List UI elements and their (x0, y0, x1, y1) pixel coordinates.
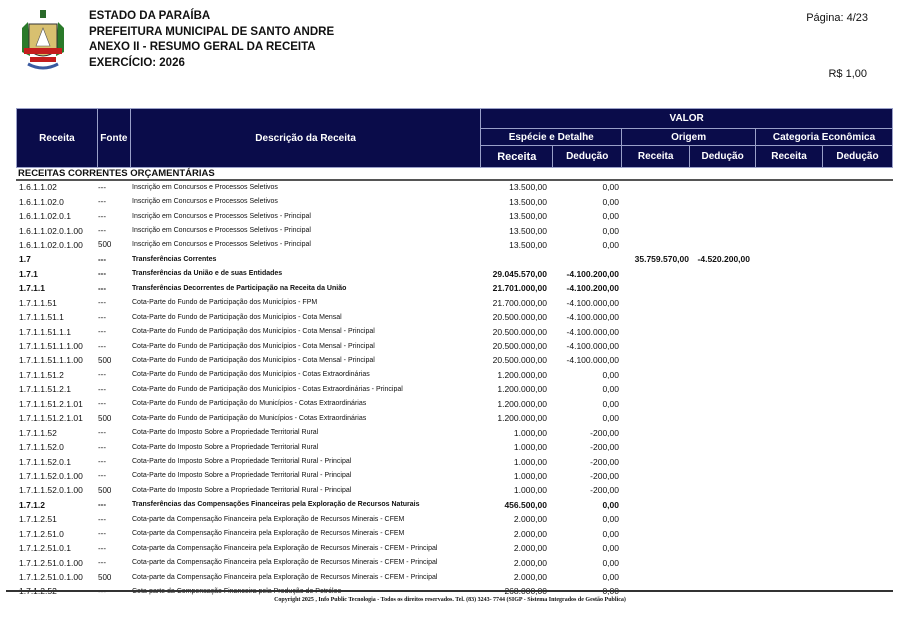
receita-code-cell: 1.6.1.1.02.0.1 (19, 211, 71, 222)
description-cell: Cota-Parte do Imposto Sobre a Propriedade Territorial Rural - Principal (132, 472, 352, 480)
especie-deducao-cell: -4.100.200,00 (566, 268, 619, 279)
especie-receita-cell: 13.500,00 (509, 225, 547, 236)
fonte-cell: --- (98, 543, 106, 553)
receita-code-cell: 1.7.1.1.51 (19, 297, 57, 308)
especie-deducao-cell: -4.100.200,00 (566, 283, 619, 294)
receita-code-cell: 1.6.1.1.02.0.1.00 (19, 225, 83, 236)
table-body (16, 180, 893, 599)
especie-deducao-cell: -200,00 (590, 427, 619, 438)
description-cell: Cota-parte da Compensação Financeira pela Exploração de Recursos Minerais - CFEM (132, 515, 405, 523)
description-cell: Transferências Correntes (132, 255, 217, 263)
especie-receita-cell: 2.000,00 (513, 557, 547, 568)
fonte-cell: --- (98, 197, 106, 207)
especie-receita-cell: 21.700.000,00 (492, 297, 547, 308)
table-row (16, 209, 893, 223)
description-cell: Cota-parte da Compensação Financeira pela Exploração de Recursos Minerais - CFEM (132, 530, 405, 538)
table-row (16, 570, 893, 584)
receita-code-cell: 1.7.1.2.51.0.1.00 (19, 557, 83, 568)
especie-deducao-cell: 0,00 (602, 384, 619, 395)
especie-receita-cell: 13.500,00 (509, 196, 547, 207)
especie-deducao-cell: -200,00 (590, 442, 619, 453)
currency-unit: R$ 1,00 (828, 68, 867, 80)
receita-code-cell: 1.7.1.1.51.1.1.00 (19, 355, 83, 366)
fonte-cell: --- (98, 384, 106, 394)
table-row (16, 310, 893, 324)
receita-code-cell: 1.7.1.1.51.1.1.00 (19, 341, 83, 352)
description-cell: Cota-Parte do Imposto Sobre a Propriedade Territorial Rural (132, 429, 319, 437)
receita-code-cell: 1.7.1.2.51.0.1.00 (19, 572, 83, 583)
fonte-cell: --- (98, 182, 106, 192)
col-especie: Espécie e Detalhe (481, 129, 622, 146)
especie-receita-cell: 13.500,00 (509, 239, 547, 250)
description-cell: Cota-Parte do Fundo de Participação dos Municípios - Cota Mensal - Principal (132, 356, 375, 364)
receita-code-cell: 1.6.1.1.02 (19, 182, 57, 193)
receita-code-cell: 1.7.1.2.51.0 (19, 528, 64, 539)
fonte-cell: --- (98, 442, 106, 452)
copyright-footer: Copyright 2025 , Info Public Tecnologia - Todos os direitos reservados. Tel. (83) 3243- 7744 (SIGP - Sistema Integrados de Gestão Publica) (274, 597, 626, 603)
receita-code-cell: 1.7.1.1.52.0.1.00 (19, 470, 83, 481)
table-row (16, 411, 893, 425)
especie-receita-cell: 1.200.000,00 (497, 369, 547, 380)
table-row (16, 339, 893, 353)
especie-deducao-cell: -4.100.000,00 (566, 326, 619, 337)
table-row (16, 324, 893, 338)
description-cell: Cota-Parte do Imposto Sobre a Propriedade Territorial Rural - Principal (132, 486, 352, 494)
fonte-cell: --- (98, 211, 106, 221)
especie-deducao-cell: 0,00 (602, 514, 619, 525)
especie-receita-cell: 2.000,00 (513, 543, 547, 554)
fonte-cell: --- (98, 298, 106, 308)
receita-code-cell: 1.7.1.2 (19, 499, 45, 510)
table-row (16, 252, 893, 266)
table-row (16, 238, 893, 252)
especie-receita-cell: 20.500.000,00 (492, 355, 547, 366)
fonte-cell: 500 (98, 240, 112, 250)
table-row (16, 541, 893, 555)
especie-deducao-cell: 0,00 (602, 557, 619, 568)
receita-code-cell: 1.7.1 (19, 268, 38, 279)
fonte-cell: --- (98, 269, 106, 279)
description-cell: Cota-Parte do Fundo de Participação dos Municípios - Cota Mensal - Principal (132, 328, 375, 336)
table-row (16, 440, 893, 454)
fonte-cell: --- (98, 327, 106, 337)
especie-deducao-cell: -200,00 (590, 470, 619, 481)
fonte-cell: --- (98, 457, 106, 467)
table-row (16, 194, 893, 208)
receita-code-cell: 1.7.1.1.52 (19, 427, 57, 438)
description-cell: Cota-parte da Compensação Financeira pela Exploração de Recursos Minerais - CFEM - Principal (132, 544, 438, 552)
fonte-cell: --- (98, 514, 106, 524)
fonte-cell: --- (98, 370, 106, 380)
fonte-cell: --- (98, 529, 106, 539)
municipal-coat-of-arms-logo (18, 8, 68, 72)
receita-code-cell: 1.6.1.1.02.0.1.00 (19, 239, 83, 250)
description-cell: Cota-Parte do Fundo de Participação do Municípios - Cotas Extraordinárias (132, 414, 367, 422)
description-cell: Cota-Parte do Fundo de Participação dos Municípios - FPM (132, 299, 318, 307)
especie-receita-cell: 2.000,00 (513, 572, 547, 583)
especie-receita-cell: 13.500,00 (509, 182, 547, 193)
receita-code-cell: 1.7.1.1.52.0.1 (19, 456, 71, 467)
especie-receita-cell: 20.500.000,00 (492, 312, 547, 323)
fonte-cell: --- (98, 399, 106, 409)
description-cell: Transferências da União e de suas Entidades (132, 270, 283, 278)
receita-code-cell: 1.7 (19, 254, 31, 265)
especie-receita-cell: 1.000,00 (513, 470, 547, 481)
receita-code-cell: 1.7.1.1 (19, 283, 45, 294)
description-cell: Cota-Parte do Imposto Sobre a Propriedade Territorial Rural (132, 443, 319, 451)
especie-deducao-cell: 0,00 (602, 196, 619, 207)
col-descricao: Descrição da Receita (130, 109, 480, 168)
fonte-cell: 500 (98, 485, 112, 495)
especie-deducao-cell: 0,00 (602, 369, 619, 380)
especie-deducao-cell: 0,00 (602, 413, 619, 424)
receita-code-cell: 1.7.1.1.51.1.1 (19, 326, 71, 337)
fonte-cell: --- (98, 428, 106, 438)
receita-code-cell: 1.7.1.2.51 (19, 514, 57, 525)
receita-code-cell: 1.7.1.2.51.0.1 (19, 543, 71, 554)
table-row (16, 454, 893, 468)
description-cell: Cota-Parte do Fundo de Participação dos Municípios - Cota Mensal (132, 313, 342, 321)
especie-receita-cell: 2.000,00 (513, 514, 547, 525)
table-row (16, 296, 893, 310)
table-header (16, 108, 893, 168)
especie-receita-cell: 21.701.000,00 (492, 283, 547, 294)
table-row (16, 527, 893, 541)
especie-receita-cell: 456.500,00 (504, 499, 547, 510)
description-cell: Inscrição em Concursos e Processos Seletivos - Principal (132, 241, 311, 249)
footer-divider (6, 590, 893, 592)
receita-code-cell: 1.7.1.1.51.1 (19, 312, 64, 323)
sub-especie-deducao: Dedução (553, 146, 622, 168)
description-cell: Inscrição em Concursos e Processos Seletivos (132, 198, 278, 206)
page-number: Página: 4/23 (806, 12, 868, 24)
fonte-cell: --- (98, 312, 106, 322)
description-cell: Cota-Parte do Fundo de Participação dos Municípios - Cotas Extraordinárias - Principal (132, 385, 403, 393)
table-row (16, 368, 893, 382)
table-row (16, 281, 893, 295)
receita-code-cell: 1.7.1.1.51.2.1 (19, 384, 71, 395)
especie-deducao-cell: -4.100.000,00 (566, 355, 619, 366)
fonte-cell: --- (98, 500, 106, 510)
description-cell: Transferências Decorrentes de Participação na Receita da União (132, 284, 347, 292)
especie-receita-cell: 1.200.000,00 (497, 413, 547, 424)
sub-origem-receita: Receita (622, 146, 690, 168)
col-valor: VALOR (481, 109, 893, 129)
table-row (16, 498, 893, 512)
fonte-cell: 500 (98, 355, 112, 365)
table-row (16, 555, 893, 569)
sub-categoria-receita: Receita (756, 146, 823, 168)
receita-code-cell: 1.6.1.1.02.0 (19, 196, 64, 207)
fonte-cell: 500 (98, 572, 112, 582)
description-cell: Cota-Parte do Fundo de Participação dos Municípios - Cotas Extraordinárias (132, 371, 370, 379)
fonte-cell: --- (98, 226, 106, 236)
sub-categoria-deducao: Dedução (823, 146, 893, 168)
col-fonte: Fonte (97, 109, 130, 168)
especie-receita-cell: 1.000,00 (513, 485, 547, 496)
section-title: RECEITAS CORRENTES ORÇAMENTÁRIAS (18, 168, 215, 179)
especie-receita-cell: 13.500,00 (509, 211, 547, 222)
receita-code-cell: 1.7.1.1.51.2.1.01 (19, 413, 83, 424)
especie-receita-cell: 1.200.000,00 (497, 398, 547, 409)
especie-deducao-cell: 0,00 (602, 543, 619, 554)
receita-code-cell: 1.7.1.1.51.2 (19, 369, 64, 380)
especie-deducao-cell: -4.100.000,00 (566, 297, 619, 308)
especie-deducao-cell: 0,00 (602, 499, 619, 510)
fonte-cell: 500 (98, 413, 112, 423)
especie-receita-cell: 1.000,00 (513, 456, 547, 467)
sub-origem-deducao: Dedução (690, 146, 756, 168)
description-cell: Inscrição em Concursos e Processos Seletivos - Principal (132, 212, 311, 220)
especie-receita-cell: 1.000,00 (513, 427, 547, 438)
description-cell: Cota-parte da Compensação Financeira pela Exploração de Recursos Minerais - CFEM - Principal (132, 559, 438, 567)
municipality-name: PREFEITURA MUNICIPAL DE SANTO ANDRE (89, 25, 335, 38)
especie-deducao-cell: -4.100.000,00 (566, 312, 619, 323)
especie-deducao-cell: 0,00 (602, 225, 619, 236)
especie-receita-cell: 20.500.000,00 (492, 326, 547, 337)
table-row (16, 512, 893, 526)
fonte-cell: --- (98, 254, 106, 264)
description-cell: Cota-Parte do Imposto Sobre a Propriedade Territorial Rural - Principal (132, 458, 352, 466)
receita-code-cell: 1.7.1.1.52.0 (19, 442, 64, 453)
table-row (16, 425, 893, 439)
especie-receita-cell: 1.000,00 (513, 442, 547, 453)
especie-receita-cell: 20.500.000,00 (492, 341, 547, 352)
table-row (16, 382, 893, 396)
description-cell: Cota-parte da Compensação Financeira pela Exploração de Recursos Minerais - CFEM - Principal (132, 573, 438, 581)
report-header (89, 9, 334, 71)
especie-receita-cell: 1.200.000,00 (497, 384, 547, 395)
especie-deducao-cell: -200,00 (590, 456, 619, 467)
receita-code-cell: 1.7.1.1.51.2.1.01 (19, 398, 83, 409)
fonte-cell: --- (98, 558, 106, 568)
table-row (16, 469, 893, 483)
description-cell: Transferências das Compensações Financeiras pela Exploração de Recursos Naturais (132, 501, 420, 509)
fonte-cell: --- (98, 341, 106, 351)
table-row (16, 223, 893, 237)
description-cell: Inscrição em Concursos e Processos Seletivos - Principal (132, 227, 311, 235)
fonte-cell: --- (98, 471, 106, 481)
col-receita: Receita (17, 109, 98, 168)
description-cell: Cota-Parte do Fundo de Participação dos Municípios - Cota Mensal - Principal (132, 342, 375, 350)
especie-deducao-cell: 0,00 (602, 239, 619, 250)
col-categoria: Categoria Econômica (756, 129, 893, 146)
especie-deducao-cell: 0,00 (602, 398, 619, 409)
table-row (16, 397, 893, 411)
col-origem: Origem (622, 129, 756, 146)
origem-deducao-cell: -4.520.200,00 (697, 254, 750, 265)
fiscal-year: EXERCÍCIO: 2026 (89, 56, 185, 69)
especie-deducao-cell: 0,00 (602, 182, 619, 193)
table-row (16, 483, 893, 497)
especie-deducao-cell: -4.100.000,00 (566, 341, 619, 352)
table-row (16, 180, 893, 194)
table-row (16, 353, 893, 367)
fonte-cell: --- (98, 283, 106, 293)
origem-receita-cell: 35.759.570,00 (634, 254, 689, 265)
description-cell: Cota-Parte do Fundo de Participação do Municípios - Cotas Extraordinárias (132, 400, 367, 408)
especie-deducao-cell: 0,00 (602, 572, 619, 583)
report-title: ANEXO II - RESUMO GERAL DA RECEITA (89, 41, 316, 53)
especie-deducao-cell: -200,00 (590, 485, 619, 496)
especie-deducao-cell: 0,00 (602, 211, 619, 222)
table-row (16, 267, 893, 281)
especie-receita-cell: 29.045.570,00 (492, 268, 547, 279)
sub-especie-receita: Receita (481, 146, 553, 168)
especie-receita-cell: 2.000,00 (513, 528, 547, 539)
description-cell: Inscrição em Concursos e Processos Seletivos (132, 183, 278, 191)
especie-deducao-cell: 0,00 (602, 528, 619, 539)
state-name: ESTADO DA PARAÍBA (89, 10, 211, 22)
receita-code-cell: 1.7.1.1.52.0.1.00 (19, 485, 83, 496)
